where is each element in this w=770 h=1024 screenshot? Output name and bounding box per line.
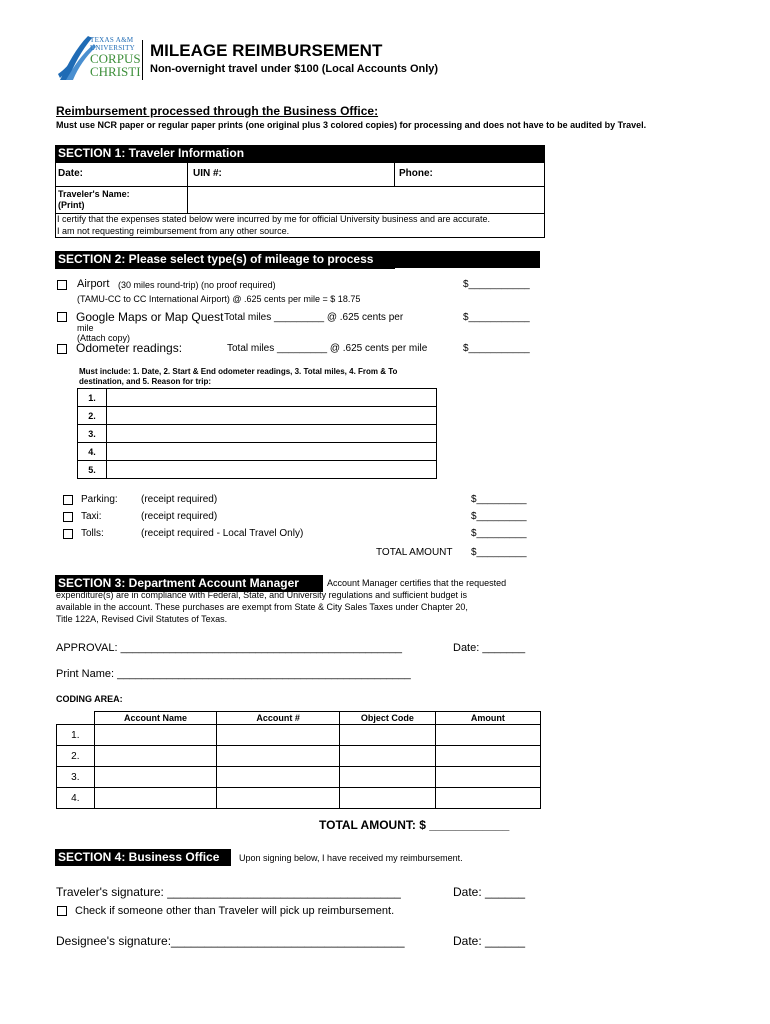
- trip-row-number: 1.: [78, 389, 107, 407]
- section1-title: SECTION 1: Traveler Information: [58, 146, 245, 160]
- coding-col-amount: Amount: [435, 712, 540, 725]
- coding-cell-object-code[interactable]: [339, 788, 435, 809]
- coding-row-number: 1.: [57, 725, 95, 746]
- print-name-field[interactable]: Print Name: ________________________________________________: [56, 668, 411, 680]
- parking-note: (receipt required): [141, 494, 218, 505]
- coding-cell-object-code[interactable]: [339, 746, 435, 767]
- page-subtitle: Non-overnight travel under $100 (Local Accounts Only): [150, 63, 439, 75]
- tolls-label: Tolls:: [81, 528, 104, 539]
- section2-bar: [55, 251, 540, 268]
- parking-checkbox[interactable]: [63, 495, 73, 505]
- coding-cell-account-name[interactable]: [94, 767, 217, 788]
- traveler-name-label: Traveler's Name:: [58, 189, 130, 199]
- odometer-detail: Total miles _________ @ .625 cents per mile: [227, 343, 428, 354]
- intro-note: Must use NCR paper or regular paper prints (one original plus 3 colored copies) for processing and does not have to be audited by Travel.: [56, 120, 647, 130]
- pickup-label: Check if someone other than Traveler will pick up reimbursement.: [75, 905, 395, 917]
- s1-col-divider-1: [187, 163, 188, 213]
- s1-row-divider-1: [56, 186, 544, 187]
- logo-line-3: CORPUS: [90, 51, 141, 66]
- coding-cell-account-name[interactable]: [94, 725, 217, 746]
- must-include-note: Must include: 1. Date, 2. Start & End odometer readings, 3. Total miles, 4. From & To destination, and 5. Reason for trip:: [79, 367, 398, 386]
- coding-area-label: CODING AREA:: [56, 694, 123, 704]
- coding-cell-amount[interactable]: [435, 788, 540, 809]
- airport-note: (30 miles round-trip) (no proof required): [118, 280, 276, 290]
- google-label: Google Maps or Map Quest: [76, 310, 224, 324]
- section2-title: SECTION 2: Please select type(s) of mileage to process: [58, 252, 374, 266]
- section3-total[interactable]: TOTAL AMOUNT: $ ____________: [319, 818, 510, 832]
- coding-cell-account-name[interactable]: [94, 746, 217, 767]
- coding-cell-amount[interactable]: [435, 767, 540, 788]
- phone-label: Phone:: [399, 168, 433, 179]
- trip-row-number: 5.: [78, 461, 107, 479]
- logo-line-2: UNIVERSITY: [90, 44, 135, 52]
- trip-row-number: 3.: [78, 425, 107, 443]
- traveler-name-sub: (Print): [58, 200, 85, 210]
- google-wrap: mile: [77, 323, 94, 333]
- date-field[interactable]: [96, 165, 184, 184]
- trip-row-field[interactable]: [107, 461, 437, 479]
- trip-row-field[interactable]: [107, 425, 437, 443]
- coding-col-account-name: Account Name: [94, 712, 217, 725]
- university-logo: [58, 34, 140, 84]
- coding-row: [57, 746, 541, 767]
- trip-row-field[interactable]: [107, 443, 437, 461]
- google-attach: (Attach copy): [77, 333, 131, 343]
- odometer-table: [77, 366, 437, 479]
- coding-cell-account-number[interactable]: [217, 725, 340, 746]
- section2-bar-underline: [55, 268, 395, 269]
- section1-box: [55, 162, 545, 238]
- coding-cell-amount[interactable]: [435, 725, 540, 746]
- trip-row-number: 2.: [78, 407, 107, 425]
- trip-row: [78, 407, 437, 425]
- coding-cell-account-number[interactable]: [217, 788, 340, 809]
- trip-row-field[interactable]: [107, 389, 437, 407]
- uin-label: UIN #:: [193, 168, 222, 179]
- trip-row-field[interactable]: [107, 407, 437, 425]
- section3-text-4: Title 122A, Revised Civil Statutes of Texas.: [56, 614, 228, 624]
- coding-row: [57, 725, 541, 746]
- approval-date-field[interactable]: Date: _______: [453, 642, 526, 654]
- section2-total-label: TOTAL AMOUNT: [376, 547, 453, 558]
- uin-field[interactable]: [231, 165, 391, 184]
- phone-field[interactable]: [438, 165, 542, 184]
- date-label: Date:: [58, 168, 84, 179]
- tolls-note: (receipt required - Local Travel Only): [141, 528, 304, 539]
- trip-row: [78, 443, 437, 461]
- traveler-signature-field[interactable]: Traveler's signature: ___________________________________: [56, 885, 401, 899]
- airport-checkbox[interactable]: [57, 280, 67, 290]
- section2-total-amount[interactable]: $_________: [471, 547, 527, 558]
- designee-signature-field[interactable]: Designee's signature:___________________________________: [56, 934, 405, 948]
- coding-col-account-number: Account #: [217, 712, 340, 725]
- certify-line-2: I am not requesting reimbursement from any other source.: [57, 226, 290, 236]
- coding-cell-account-name[interactable]: [94, 788, 217, 809]
- coding-cell-object-code[interactable]: [339, 725, 435, 746]
- google-checkbox[interactable]: [57, 312, 67, 322]
- google-detail: Total miles _________ @ .625 cents per: [224, 312, 404, 323]
- section4-text: Upon signing below, I have received my reimbursement.: [239, 853, 463, 863]
- odometer-checkbox[interactable]: [57, 344, 67, 354]
- airport-label: Airport: [77, 278, 110, 290]
- traveler-signature-date[interactable]: Date: ______: [453, 885, 526, 899]
- section3-text-3: available in the account. These purchases are exempt from State & City Sales Taxes under Chapter 20,: [56, 602, 468, 612]
- trip-table: [77, 388, 437, 479]
- tolls-checkbox[interactable]: [63, 529, 73, 539]
- coding-row: [57, 788, 541, 809]
- coding-col-index: [57, 712, 95, 725]
- airport-amount[interactable]: $___________: [463, 279, 530, 290]
- coding-cell-object-code[interactable]: [339, 767, 435, 788]
- designee-signature-date[interactable]: Date: ______: [453, 934, 526, 948]
- taxi-amount[interactable]: $_________: [471, 511, 527, 522]
- section3-title: SECTION 3: Department Account Manager: [58, 576, 299, 590]
- coding-cell-amount[interactable]: [435, 746, 540, 767]
- section1-bar: [55, 145, 545, 162]
- logo-line-4: CHRISTI: [90, 64, 141, 79]
- coding-row: [57, 767, 541, 788]
- intro-heading: Reimbursement processed through the Business Office:: [56, 104, 379, 118]
- coding-cell-account-number[interactable]: [217, 746, 340, 767]
- odometer-label: Odometer readings:: [76, 341, 183, 355]
- section3-text-1: Account Manager certifies that the requested: [327, 578, 507, 588]
- trip-row-number: 4.: [78, 443, 107, 461]
- parking-label: Parking:: [81, 494, 118, 505]
- section4-title: SECTION 4: Business Office: [58, 850, 220, 864]
- s1-col-divider-2: [394, 163, 395, 186]
- tolls-amount[interactable]: $_________: [471, 528, 527, 539]
- taxi-checkbox[interactable]: [63, 512, 73, 522]
- airport-detail: (TAMU-CC to CC International Airport) @ .625 cents per mile = $ 18.75: [77, 294, 361, 304]
- parking-amount[interactable]: $_________: [471, 494, 527, 505]
- trip-row: [78, 461, 437, 479]
- coding-table: [56, 711, 541, 809]
- logo-line-1: TEXAS A&M: [90, 36, 134, 44]
- pickup-checkbox[interactable]: [57, 906, 67, 916]
- google-amount[interactable]: $___________: [463, 312, 530, 323]
- coding-col-object-code: Object Code: [339, 712, 435, 725]
- taxi-label: Taxi:: [81, 511, 102, 522]
- taxi-note: (receipt required): [141, 511, 218, 522]
- section3-text-2: expenditure(s) are in compliance with Federal, State, and University regulations and sufficient budget is: [56, 590, 468, 600]
- traveler-name-field[interactable]: [190, 188, 542, 211]
- certify-line-1: I certify that the expenses stated below were incurred by me for official University business and are accurate.: [57, 214, 491, 224]
- coding-cell-account-number[interactable]: [217, 767, 340, 788]
- trip-row: [78, 425, 437, 443]
- section4-bar: [55, 849, 231, 866]
- page-title: MILEAGE REIMBURSEMENT: [150, 41, 383, 60]
- trip-row: [78, 389, 437, 407]
- odometer-amount[interactable]: $___________: [463, 343, 530, 354]
- coding-row-number: 2.: [57, 746, 95, 767]
- coding-row-number: 3.: [57, 767, 95, 788]
- approval-field[interactable]: APPROVAL: ______________________________________________: [56, 642, 403, 654]
- header-divider: [142, 40, 143, 80]
- coding-row-number: 4.: [57, 788, 95, 809]
